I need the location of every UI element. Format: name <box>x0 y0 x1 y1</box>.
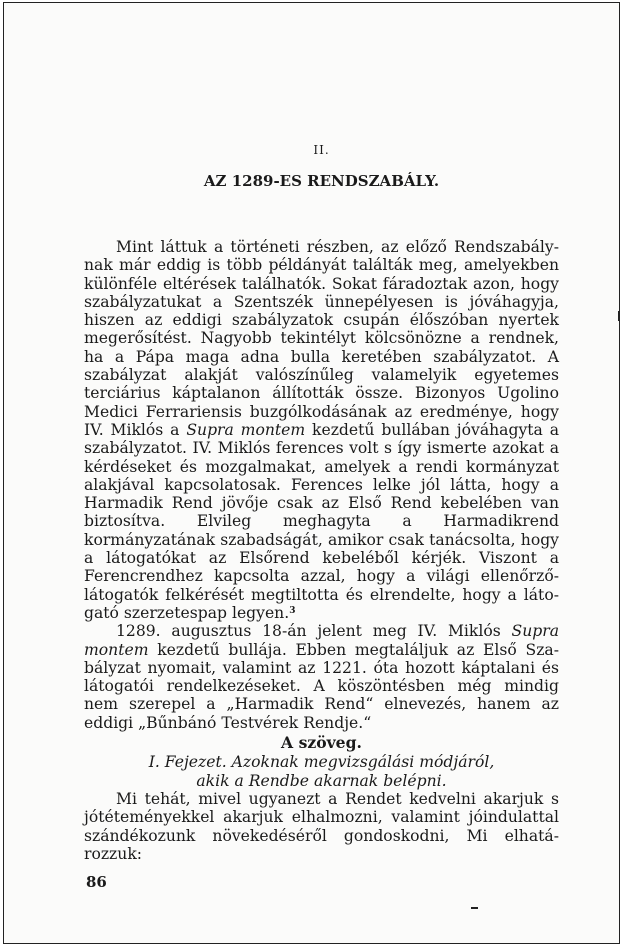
footnote-marker: 3 <box>289 605 296 616</box>
section-subtitle-line-1: I. Fejezet. Azoknak megvizsgálási módjáról, <box>148 753 495 772</box>
paragraph-history-text-2: kezdetű bullában jóváhagyta a szabályzatot. IV. Miklós ferences volt s így ismerte azokat a kérdéseket és mozgalmakat, amelyek a rendi kormányzat alakjával kapcsolatosak. Ferences lelke jól látta, hogy a Harmadik Rend jövője csak az Első Rend kebelében van biztosítva. Elvileg meghagyta a Harmadikrend kormányzatának szabadságát, amikor csak tanácsolta, hogy a látogatókat az Elsőrend kebeléből kérjék. Viszont a Ferencrendhez kapcsolta azzal, hogy a világi ellenőrzőlátogatók felkérését megtiltotta és elrendelte, hogy a látogató szerzetespap legyen. <box>84 420 559 622</box>
paragraph-history <box>84 238 559 622</box>
chapter-number: II. <box>313 143 330 157</box>
scan-edge-mark <box>618 311 620 321</box>
chapter-title: AZ 1289-ES RENDSZABÁLY. <box>203 172 440 190</box>
paragraph-history-text-1: Mint láttuk a történeti részben, az előző Rendszabálynak már eddig is több példányát találták meg, amelyekben különféle eltérések találhatók. Sokat fáradoztak azon, hogy szabályzatukat a Szentszék ünnepélyesen is jóváhagyja, hiszen az eddigi szabályzatok csupán élőszóban nyertek megerősítést. Nagyobb tekintélyt kölcsönözne a rendnek, ha a Pápa maga adna bulla keretében szabályzatot. A szabályzat alakját valószínűleg valamelyik egyetemes terciárius káptalanon állították össze. Bizonyos Ugolino Medici Ferrariensis buzgólkodásának az eredménye, hogy IV. Miklós a <box>84 238 559 439</box>
section-subtitle-line-2: akik a Rendbe akarnak belépni. <box>196 771 447 790</box>
bull-title-italic: Supra montem <box>186 420 306 439</box>
paragraph-bull-date-text-2: kezdetű bullája. Ebben megtaláljuk az Első Szabályzat nyomait, valamint az 1221. óta hozott káptalani és látogatói rendelkezéseket. A köszöntésben még mindig nem szerepel a „Harmadik Rend“ elnevezés, hanem az eddigi „Bűnbánó Testvérek Rendje.“ <box>84 640 559 732</box>
paragraph-bull-date <box>84 622 559 732</box>
paragraph-decree: Mi tehát, mivel ugyanezt a Rendet kedvelni akarjuk s jótéteményekkel akarjuk elhalmozni, valamint jóindulattal szándékozunk növekedéséről gondoskodni, Mi elhatározzuk: <box>84 789 559 863</box>
section-title: A szöveg. <box>281 733 362 753</box>
bull-title-italic-2: Supra montem <box>84 622 559 659</box>
paragraph-bull-date-text-1: 1289. augusztus 18-án jelent meg IV. Miklós <box>116 622 512 641</box>
book-page <box>3 2 620 944</box>
scan-speck-mark <box>471 907 478 909</box>
page-number: 86 <box>86 873 107 891</box>
page-content <box>84 143 559 863</box>
